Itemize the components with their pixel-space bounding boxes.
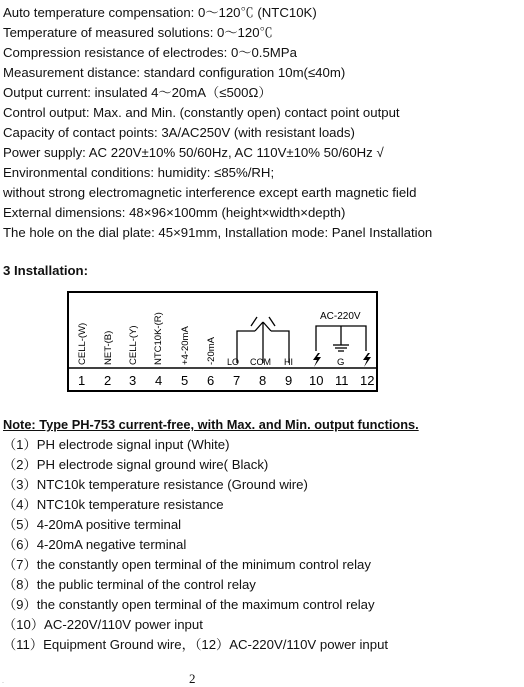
- spec-line: Environmental conditions: humidity: ≤85%/RH;: [3, 165, 275, 180]
- terminal-number: 5: [181, 373, 189, 388]
- specifications-list: [3, 3, 518, 243]
- note-item: （5）4-20mA positive terminal: [3, 517, 182, 532]
- note-item: （11）Equipment Ground wire，（12）AC-220V/110V power input: [3, 637, 389, 652]
- spec-line: The hole on the dial plate: 45×91mm, Installation mode: Panel Installation: [3, 225, 433, 240]
- spec-line: Capacity of contact points: 3A/AC250V (with resistant loads): [3, 125, 355, 140]
- spec-line: Output current: insulated 4～20mA（≤500Ω）: [3, 85, 272, 100]
- relay-label-com: COM: [250, 357, 271, 367]
- spec-line: External dimensions: 48×96×100mm (height×width×depth): [3, 205, 346, 220]
- label-cell-w: CELL-(W): [77, 322, 88, 365]
- note-item: （9）the constantly open terminal of the maximum control relay: [3, 597, 375, 612]
- terminal-number: 2: [104, 373, 112, 388]
- spec-line: without strong electromagnetic interference except earth magnetic field: [3, 185, 417, 200]
- note-item: （6）4-20mA negative terminal: [3, 537, 187, 552]
- terminal-number: 11: [335, 373, 349, 388]
- terminal-number: 6: [207, 373, 215, 388]
- spec-line: Control output: Max. and Min. (constantly open) contact point output: [3, 105, 400, 120]
- label-cell-y: CELL-(Y): [128, 325, 139, 365]
- corner-mark: ·: [2, 680, 4, 686]
- spec-line: Auto temperature compensation: 0～120℃ (NTC10K): [3, 5, 317, 20]
- wiring-diagram-drawing: [69, 293, 376, 390]
- terminal-number: 1: [78, 373, 86, 388]
- note-item: （8）the public terminal of the control relay: [3, 577, 256, 592]
- terminal-number: 7: [233, 373, 241, 388]
- lightning-icon: [313, 353, 321, 367]
- section-title: 3 Installation:: [3, 263, 88, 278]
- note-item: （7）the constantly open terminal of the minimum control relay: [3, 557, 371, 572]
- wiring-diagram: [67, 291, 378, 392]
- notes-title: Note: Type PH-753 current-free, with Max. and Min. output functions.: [3, 417, 419, 432]
- note-item: （10）AC-220V/110V power input: [3, 617, 203, 632]
- ground-icon: [333, 326, 349, 351]
- note-item: （3）NTC10k temperature resistance (Ground wire): [3, 477, 308, 492]
- relay-label-lo: LO: [227, 357, 240, 367]
- terminal-number: 3: [129, 373, 137, 388]
- label-minus-20ma: -20mA: [206, 337, 217, 365]
- note-item: （1）PH electrode signal input (White): [3, 437, 230, 452]
- spec-line: Temperature of measured solutions: 0～120℃: [3, 25, 273, 40]
- terminal-number: 4: [155, 373, 163, 388]
- lightning-icon: [363, 353, 371, 367]
- terminal-number: 12: [360, 373, 375, 388]
- spec-line: Measurement distance: standard configuration 10m(≤40m): [3, 65, 346, 80]
- note-item: （4）NTC10k temperature resistance: [3, 497, 224, 512]
- terminal-number: 10: [309, 373, 324, 388]
- relay-label-hi: HI: [284, 357, 293, 367]
- terminal-notes: [3, 415, 518, 655]
- page-number: 2: [189, 671, 196, 686]
- label-plus-4-20ma: +4-20mA: [180, 326, 191, 365]
- spec-line: Compression resistance of electrodes: 0～0.5MPa: [3, 45, 297, 60]
- label-ntc10k-r: NTC10K-(R): [153, 312, 164, 365]
- note-item: （2）PH electrode signal ground wire( Black): [3, 457, 269, 472]
- ground-label: G: [337, 357, 345, 368]
- terminal-number: 9: [285, 373, 293, 388]
- label-net-b: NET-(B): [103, 330, 114, 365]
- ac-label: AC-220V: [320, 311, 361, 322]
- terminal-number: 8: [259, 373, 267, 388]
- spec-line: Power supply: AC 220V±10% 50/60Hz, AC 110V±10% 50/60Hz √: [3, 145, 384, 160]
